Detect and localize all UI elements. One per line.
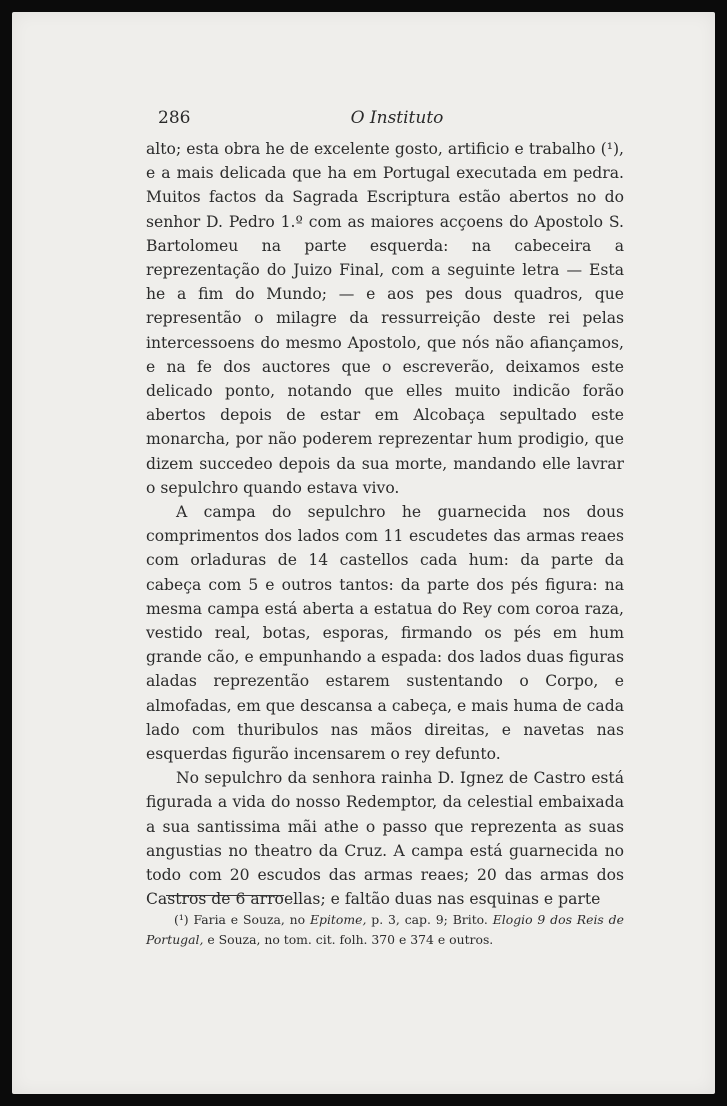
page-header [158,108,636,132]
footnote-rule [166,895,284,896]
footnote-text-3: e Souza, no tom. cit. folh. 370 e 374 e outros. [207,932,494,947]
paragraph-1: alto; esta obra he de excelente gosto, artificio e trabalho (¹), e a mais delicada que ha em Portugal executada em pedra. Muitos factos da Sagrada Escriptura estão abertos no do senhor D. Pedro 1.º com as maiores acçoens do Apostolo S. Bartolomeu na parte esquerda: na cabeceira a reprezentação do Juizo Final, com a seguinte letra — Esta he a fim do Mundo; — e aos pes dous quadros, que representão o milagre da ressurreição deste rei pelas intercessoens do mesmo Apostolo, que nós não afiançamos, e na fe dos auctores que o escreverão, deixamos este delicado ponto, notando que elles muito indicão forão abertos depois de estar em Alcobaça sepultado este monarcha, por não poderem reprezentar hum prodigio, que dizem succedeo depois da sua morte, mandando elle lavrar o sepulchro quando estava vivo. [146,140,624,497]
footnote-text-1: Faria e Souza, no [193,912,306,927]
footnote-marker: (¹) [174,912,189,927]
running-title: O Instituto [350,108,444,128]
footnote-text-2: p. 3, cap. 9; Brito. [371,912,488,927]
footnote-work-epitome: Epitome, [309,912,367,927]
body-text [146,137,624,912]
footnote-work-elogio: Elogio 9 dos Reis de Portugal, [146,912,624,947]
footnote [146,910,624,950]
page-number: 286 [158,108,191,128]
paragraph-3: No sepulchro da senhora rainha D. Ignez de Castro está figurada a vida do nosso Redemptor, da celestial embaixada a sua santissima mãi athe o passo que reprezenta as suas angustias no theatro da Cruz. A campa está guarnecida no todo com 20 escudos das armas reaes; 20 das armas dos Castros de 6 arroellas; e faltão duas nas esquinas e parte [146,769,624,909]
paragraph-2: A campa do sepulchro he guarnecida nos dous comprimentos dos lados com 11 escudetes das armas reaes com orladuras de 14 castellos cada hum: da parte da cabeça com 5 e outros tantos: da parte dos pés figura: na mesma campa está aberta a estatua do Rey com coroa raza, vestido real, botas, esporas, firmando os pés em hum grande cão, e empunhando a espada: dos lados duas figuras aladas reprezentão estarem sustentando o Corpo, e almofadas, em que descansa a cabeça, e mais huma de cada lado com thuribulos nas mãos direitas, e navetas nas esquerdas figurão incensarem o rey defunto. [146,503,624,764]
